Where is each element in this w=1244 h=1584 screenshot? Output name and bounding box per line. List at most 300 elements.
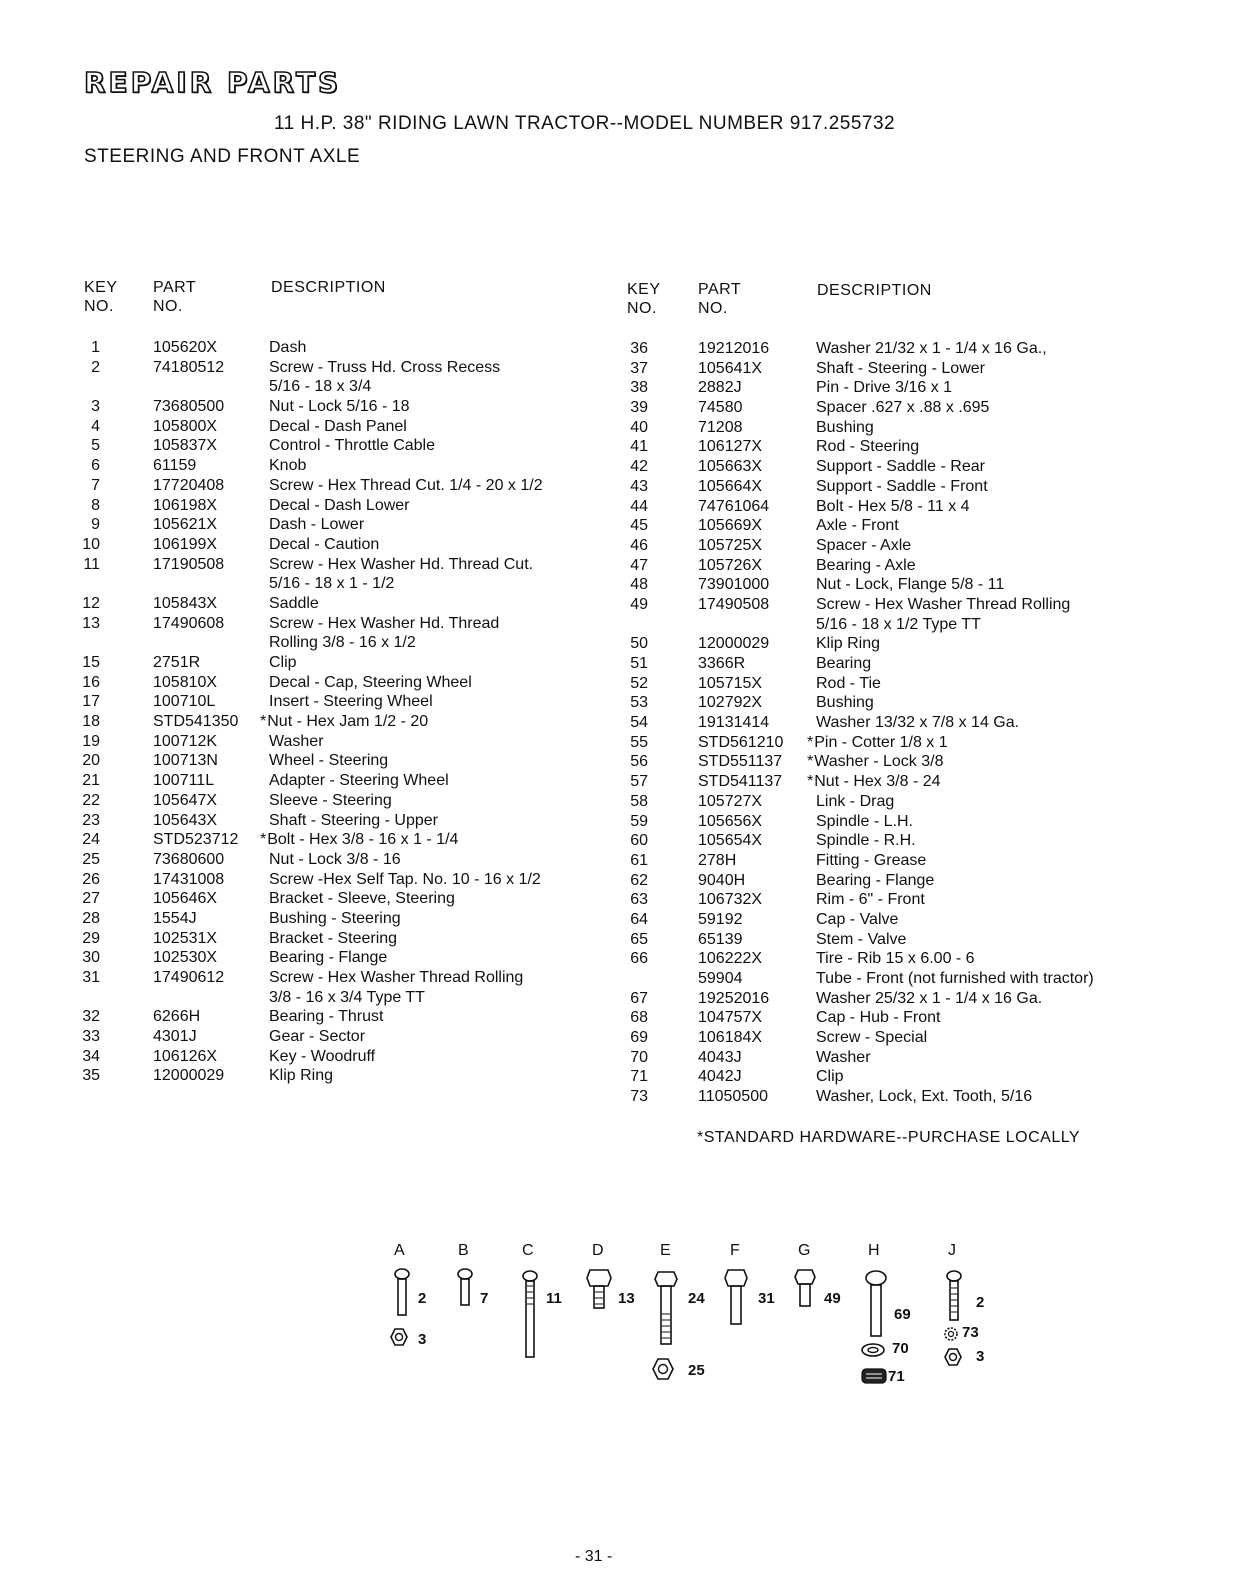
table-row xyxy=(84,574,604,594)
description-text: Nut - Hex 3/8 - 24 xyxy=(814,773,941,791)
table-row xyxy=(84,909,604,929)
part-number: 12000029 xyxy=(153,1067,225,1085)
part-description xyxy=(269,1066,333,1086)
table-row xyxy=(628,831,1188,851)
description-text: Bearing - Axle xyxy=(816,556,916,574)
part-description xyxy=(816,418,874,438)
part-description xyxy=(269,909,401,929)
description-text: Clip xyxy=(269,654,297,671)
hardware-letter-c: C xyxy=(522,1242,534,1259)
key-number: 69 xyxy=(630,1029,648,1047)
part-number: 6266H xyxy=(153,1008,201,1026)
part-number: 105810X xyxy=(153,673,218,691)
table-row xyxy=(84,1027,604,1047)
description-text: Screw - Special xyxy=(816,1029,928,1047)
table-row xyxy=(628,339,1188,359)
part-description xyxy=(269,614,499,634)
key-number: 48 xyxy=(630,576,648,594)
part-description xyxy=(816,1048,871,1068)
description-text: Pin - Cotter 1/8 x 1 xyxy=(814,733,948,751)
hardware-letter-f: F xyxy=(730,1242,740,1259)
table-row xyxy=(628,595,1188,615)
table-row xyxy=(84,870,604,890)
table-row xyxy=(628,359,1188,379)
description-text: Spindle - L.H. xyxy=(816,812,913,830)
key-number: 11 xyxy=(83,555,100,573)
model-subtitle: 11 H.P. 38" RIDING LAWN TRACTOR--MODEL NUMBER 917.255732 xyxy=(274,113,896,134)
key-number: 59 xyxy=(630,812,648,830)
table-row xyxy=(628,890,1188,910)
part-description xyxy=(269,968,523,988)
part-number: 105727X xyxy=(698,792,763,810)
part-description xyxy=(816,477,988,497)
description-text: Axle - Front xyxy=(816,517,899,535)
description-text: Decal - Caution xyxy=(269,535,380,553)
part-number: 106732X xyxy=(698,891,763,909)
description-text: Saddle xyxy=(269,594,319,612)
part-description xyxy=(816,339,1047,359)
hardware-letter-e: E xyxy=(660,1242,671,1259)
table-row xyxy=(628,871,1188,891)
key-number: 37 xyxy=(630,359,648,377)
key-number: 64 xyxy=(630,910,648,928)
part-description xyxy=(816,1067,844,1087)
part-number: 105843X xyxy=(153,594,218,612)
table-row xyxy=(84,811,604,831)
key-number: 26 xyxy=(82,870,100,888)
washer-h-icon xyxy=(860,1342,886,1358)
table-row xyxy=(84,830,604,850)
hardware-letter-g: G xyxy=(798,1242,811,1259)
part-number: 19212016 xyxy=(698,340,770,357)
description-text: Decal - Cap, Steering Wheel xyxy=(269,673,472,691)
hardware-letter-a: A xyxy=(394,1242,405,1259)
left-key-header: KEY NO. xyxy=(84,279,118,315)
part-number: 105620X xyxy=(153,339,218,356)
part-description xyxy=(816,713,1019,733)
key-number: 68 xyxy=(630,1009,648,1027)
part-description xyxy=(816,792,894,812)
table-row xyxy=(628,851,1188,871)
description-text: Rolling 3/8 - 16 x 1/2 xyxy=(269,634,416,652)
key-number: 33 xyxy=(82,1028,100,1046)
table-row xyxy=(84,377,604,397)
hardware-letter-h: H xyxy=(868,1242,880,1259)
key-number: 31 xyxy=(82,969,100,986)
callout-11: 11 xyxy=(546,1290,562,1307)
part-number: 105646X xyxy=(153,890,218,908)
description-text: Washer xyxy=(816,1048,871,1066)
table-row xyxy=(84,515,604,535)
part-description xyxy=(816,851,926,871)
table-row xyxy=(628,949,1188,969)
table-row xyxy=(628,969,1188,989)
callout-24: 24 xyxy=(688,1290,705,1307)
part-description xyxy=(269,811,438,831)
key-number: 8 xyxy=(91,496,100,514)
key-number: 3 xyxy=(91,398,100,416)
part-number: 105641X xyxy=(698,359,763,377)
key-number: 20 xyxy=(82,752,100,770)
key-number: 38 xyxy=(630,379,648,397)
part-description xyxy=(269,515,364,535)
table-row xyxy=(84,850,604,870)
part-number: 2882J xyxy=(698,379,742,397)
part-number: 106222X xyxy=(698,950,763,968)
description-text: Fitting - Grease xyxy=(816,851,927,869)
part-description xyxy=(816,1028,927,1048)
part-number: 100711L xyxy=(153,772,215,790)
callout-3: 3 xyxy=(418,1331,427,1348)
part-number: 105621X xyxy=(153,516,218,534)
table-row xyxy=(628,713,1188,733)
description-text: Decal - Dash Lower xyxy=(269,496,410,514)
part-number: 61159 xyxy=(153,457,197,475)
table-row xyxy=(628,634,1188,654)
table-row xyxy=(84,751,604,771)
table-row xyxy=(628,1008,1188,1028)
key-number: 71 xyxy=(630,1068,648,1086)
part-number: 4301J xyxy=(153,1028,197,1046)
description-text: Bolt - Hex 3/8 - 16 x 1 - 1/4 xyxy=(267,831,459,849)
table-row xyxy=(628,772,1188,792)
description-text: Shaft - Steering - Upper xyxy=(269,811,438,829)
key-number: 42 xyxy=(630,458,648,476)
part-description xyxy=(816,595,1070,615)
table-row xyxy=(84,397,604,417)
key-number: 2 xyxy=(91,358,100,376)
table-row xyxy=(84,889,604,909)
key-number: 60 xyxy=(630,832,648,850)
table-row xyxy=(628,575,1188,595)
table-row xyxy=(84,712,604,732)
table-row xyxy=(628,398,1188,418)
table-row xyxy=(84,673,604,693)
part-number: 102530X xyxy=(153,949,218,967)
callout-70: 70 xyxy=(892,1340,909,1357)
key-number: 67 xyxy=(630,989,648,1007)
table-row xyxy=(628,989,1188,1009)
nut-j-icon xyxy=(944,1348,962,1366)
parts-table-right xyxy=(628,339,1188,1107)
part-description xyxy=(269,377,371,397)
key-number: 47 xyxy=(630,556,648,574)
part-description xyxy=(269,988,425,1008)
key-number: 70 xyxy=(630,1048,648,1066)
part-description xyxy=(816,615,981,635)
description-text: Sleeve - Steering xyxy=(269,791,392,809)
screw-d-icon xyxy=(586,1268,612,1310)
key-number: 66 xyxy=(630,950,648,968)
key-number: 62 xyxy=(630,871,648,889)
part-number: 105725X xyxy=(698,536,763,554)
key-number: 34 xyxy=(82,1047,100,1065)
table-row xyxy=(84,358,604,378)
part-description xyxy=(807,733,948,753)
key-number: 6 xyxy=(91,457,100,475)
description-text: Bushing - Steering xyxy=(269,909,401,927)
table-row xyxy=(84,456,604,476)
right-key-header: KEY NO. xyxy=(627,281,661,317)
part-number: 102531X xyxy=(153,929,218,947)
table-row xyxy=(628,930,1188,950)
part-description xyxy=(269,456,306,476)
part-number: 105726X xyxy=(698,556,763,574)
key-number: 29 xyxy=(82,929,100,947)
description-text: Tube - Front (not furnished with tractor) xyxy=(816,970,1094,987)
part-number: 106127X xyxy=(698,438,763,456)
key-number: 25 xyxy=(82,850,100,868)
key-number: 15 xyxy=(82,654,100,671)
standard-hardware-marker: * xyxy=(807,733,814,751)
part-description xyxy=(816,516,899,536)
part-description xyxy=(269,1007,383,1027)
part-description xyxy=(816,871,934,891)
description-text: Bushing xyxy=(816,418,874,436)
key-number: 36 xyxy=(630,340,648,357)
part-number: 17431008 xyxy=(153,870,225,888)
part-number: 74580 xyxy=(698,399,743,417)
table-row xyxy=(628,654,1188,674)
part-number: 17490508 xyxy=(698,595,770,613)
part-description xyxy=(816,1087,1032,1107)
key-number: 21 xyxy=(82,772,100,790)
hardware-letter-b: B xyxy=(458,1242,469,1259)
key-number: 53 xyxy=(630,694,648,712)
description-text: Decal - Dash Panel xyxy=(269,417,407,435)
part-description xyxy=(816,556,916,576)
description-text: Washer 21/32 x 1 - 1/4 x 16 Ga., xyxy=(816,340,1047,357)
part-number: 105800X xyxy=(153,417,218,435)
table-row xyxy=(84,555,604,575)
description-text: Insert - Steering Wheel xyxy=(269,693,433,711)
description-text: Knob xyxy=(269,457,307,475)
standard-hardware-marker: * xyxy=(260,713,267,731)
part-number: 106199X xyxy=(153,535,218,553)
description-text: Screw - Hex Washer Thread Rolling xyxy=(816,595,1071,613)
part-description xyxy=(816,437,919,457)
table-row xyxy=(84,338,604,358)
table-row xyxy=(628,378,1188,398)
key-number: 73 xyxy=(630,1088,648,1106)
description-text: Wheel - Steering xyxy=(269,752,389,770)
part-number: 59904 xyxy=(698,970,743,987)
part-description xyxy=(269,692,433,712)
part-description xyxy=(816,989,1042,1009)
table-row xyxy=(628,1067,1188,1087)
part-description xyxy=(260,830,458,850)
part-description xyxy=(260,712,428,732)
part-description xyxy=(816,693,874,713)
part-number: 17490608 xyxy=(153,614,225,632)
part-number: 102792X xyxy=(698,694,763,712)
description-text: Bearing - Thrust xyxy=(269,1008,384,1026)
callout-71: 71 xyxy=(888,1368,905,1385)
part-number: 11050500 xyxy=(698,1088,768,1106)
part-description xyxy=(816,674,881,694)
part-description xyxy=(269,850,401,870)
callout-2: 2 xyxy=(418,1290,427,1307)
description-text: Screw - Hex Washer Thread Rolling xyxy=(269,969,524,986)
table-row xyxy=(628,1048,1188,1068)
callout-49: 49 xyxy=(824,1290,841,1307)
table-row xyxy=(84,496,604,516)
part-number: 106184X xyxy=(698,1029,763,1047)
part-description xyxy=(269,397,410,417)
description-text: Screw - Hex Washer Hd. Thread Cut. xyxy=(269,555,534,573)
part-number: 105647X xyxy=(153,791,218,809)
key-number: 49 xyxy=(630,595,648,613)
description-text: Washer xyxy=(269,732,324,750)
description-text: Bracket - Sleeve, Steering xyxy=(269,890,455,908)
part-number: 105715X xyxy=(698,674,763,692)
part-description xyxy=(816,1008,940,1028)
part-description xyxy=(269,751,388,771)
part-description xyxy=(816,536,911,556)
key-number: 56 xyxy=(630,753,648,771)
description-text: Link - Drag xyxy=(816,792,895,810)
table-row xyxy=(628,752,1188,772)
part-number: 105669X xyxy=(698,517,763,535)
part-number: 278H xyxy=(698,851,737,869)
part-description xyxy=(269,653,297,673)
bolt-e-icon xyxy=(654,1270,678,1346)
description-text: Washer 13/32 x 7/8 x 14 Ga. xyxy=(816,714,1020,732)
description-text: Bearing - Flange xyxy=(816,871,935,889)
description-text: Dash xyxy=(269,339,307,356)
part-number: 17190508 xyxy=(153,555,225,573)
key-number: 19 xyxy=(82,732,100,750)
key-number: 50 xyxy=(630,635,648,653)
lock-washer-j-icon xyxy=(940,1326,962,1342)
key-number: 4 xyxy=(91,417,100,435)
part-description xyxy=(807,752,943,772)
key-number: 61 xyxy=(630,851,648,869)
standard-hardware-marker: * xyxy=(807,773,814,791)
part-number: 104757X xyxy=(698,1009,763,1027)
table-row xyxy=(84,968,604,988)
part-description xyxy=(269,673,472,693)
part-description xyxy=(807,772,941,792)
description-text: Support - Saddle - Front xyxy=(816,477,988,495)
section-title: STEERING AND FRONT AXLE xyxy=(84,146,361,167)
part-number: 73901000 xyxy=(698,576,770,594)
part-number: 106198X xyxy=(153,496,218,514)
key-number: 1 xyxy=(91,339,100,356)
description-text: Support - Saddle - Rear xyxy=(816,458,985,476)
key-number: 65 xyxy=(630,930,648,948)
description-text: Klip Ring xyxy=(816,635,881,653)
key-number: 16 xyxy=(82,673,100,691)
table-row xyxy=(84,771,604,791)
description-text: Spacer .627 x .88 x .695 xyxy=(816,399,990,417)
part-description xyxy=(269,594,319,614)
key-number: 55 xyxy=(630,733,648,751)
description-text: Klip Ring xyxy=(269,1067,334,1085)
description-text: Spacer - Axle xyxy=(816,536,912,554)
table-row xyxy=(628,516,1188,536)
description-text: Screw -Hex Self Tap. No. 10 - 16 x 1/2 xyxy=(269,870,541,888)
part-description xyxy=(816,930,906,950)
part-description xyxy=(269,929,397,949)
part-description xyxy=(816,812,913,832)
screw-a-icon xyxy=(392,1268,412,1318)
key-number: 10 xyxy=(82,535,100,553)
part-description xyxy=(269,771,449,791)
description-text: Bearing - Flange xyxy=(269,949,388,967)
key-number: 13 xyxy=(82,614,100,632)
part-number: 105654X xyxy=(698,832,763,850)
part-description xyxy=(816,497,970,517)
table-row xyxy=(84,653,604,673)
part-number: 1554J xyxy=(153,909,197,927)
part-description xyxy=(269,791,392,811)
table-row xyxy=(84,692,604,712)
page-number: - 31 - xyxy=(575,1548,613,1565)
part-number: 19131414 xyxy=(698,714,770,732)
key-number: 44 xyxy=(630,497,648,515)
part-description xyxy=(269,535,379,555)
description-text: Bearing xyxy=(816,655,872,672)
table-row xyxy=(84,791,604,811)
hardware-pack-illustration xyxy=(360,1236,1060,1406)
description-text: 3/8 - 16 x 3/4 Type TT xyxy=(269,988,425,1006)
description-text: Rod - Tie xyxy=(816,674,881,692)
part-number: 59192 xyxy=(698,910,743,928)
key-number: 12 xyxy=(82,594,100,612)
table-row xyxy=(84,1007,604,1027)
hardware-letter-j: J xyxy=(948,1242,956,1259)
standard-hardware-marker: * xyxy=(260,831,267,849)
table-row xyxy=(628,556,1188,576)
table-row xyxy=(84,535,604,555)
screw-b-icon xyxy=(456,1268,474,1308)
part-description xyxy=(816,831,916,851)
screw-j-icon xyxy=(944,1270,964,1322)
description-text: 5/16 - 18 x 1 - 1/2 xyxy=(269,575,395,593)
part-number: 9040H xyxy=(698,871,746,889)
part-description xyxy=(816,890,925,910)
part-description xyxy=(269,633,416,653)
table-row xyxy=(84,594,604,614)
part-description xyxy=(816,359,985,379)
part-number: STD541137 xyxy=(698,773,783,791)
screw-g-icon xyxy=(794,1268,816,1308)
table-row xyxy=(628,437,1188,457)
hardware-letter-d: D xyxy=(592,1242,604,1259)
table-row xyxy=(628,674,1188,694)
part-description xyxy=(269,574,394,594)
part-number: 2751R xyxy=(153,654,201,671)
standard-hardware-marker: * xyxy=(807,753,814,771)
part-number: 17490612 xyxy=(153,969,225,986)
part-description xyxy=(816,969,1094,989)
part-description xyxy=(269,436,435,456)
description-text: Screw - Hex Washer Hd. Thread xyxy=(269,614,500,632)
key-number: 5 xyxy=(91,437,100,455)
part-description xyxy=(269,555,533,575)
table-row xyxy=(628,536,1188,556)
description-text: Spindle - R.H. xyxy=(816,832,916,850)
part-number: 100710L xyxy=(153,693,216,711)
description-text: Key - Woodruff xyxy=(269,1047,376,1065)
clip-h-icon xyxy=(860,1366,888,1386)
part-description xyxy=(269,496,410,516)
table-row xyxy=(84,1066,604,1086)
callout-25: 25 xyxy=(688,1362,705,1379)
table-row xyxy=(628,812,1188,832)
part-number: 4043J xyxy=(698,1048,742,1066)
